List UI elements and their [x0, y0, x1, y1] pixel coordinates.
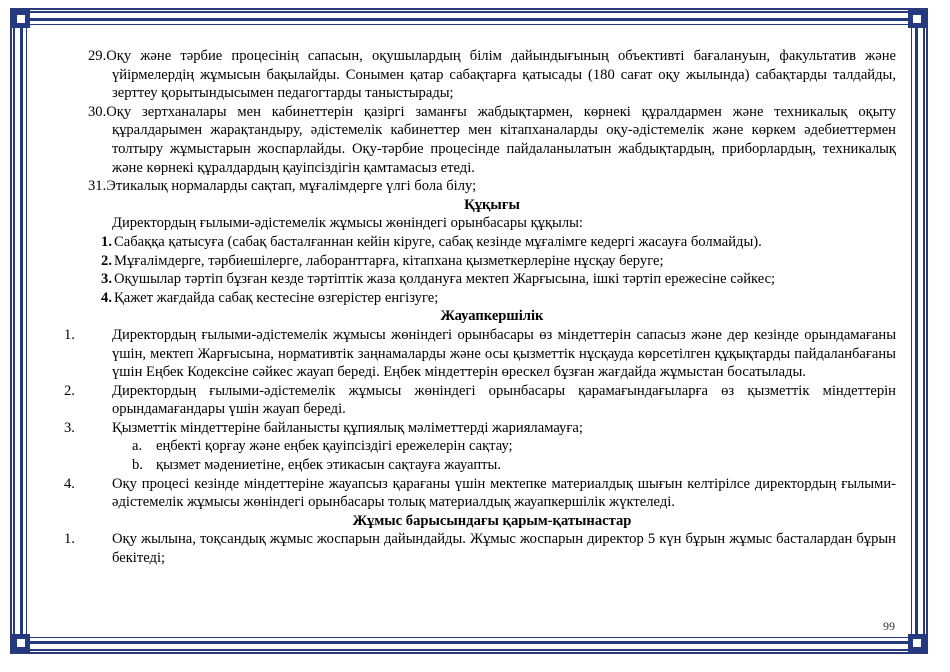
item-text: Қажет жағдайда сабақ кестесіне өзгерістер енгізуге;: [114, 289, 439, 306]
rights-item-4: [88, 289, 896, 308]
item-text: Қызметтік міндеттеріне байланысты құпиялық мәліметтерді жарияламауға;: [112, 419, 583, 436]
responsibility-item-2: [64, 382, 896, 419]
responsibility-item-1: [64, 326, 896, 382]
item-number: 1.: [64, 531, 75, 548]
item-number: 3.: [64, 419, 75, 436]
item-number: 2.: [101, 252, 112, 269]
item-text: Этикалық нормаларды сақтап, мұғалімдерге үлгі бола білу;: [106, 178, 477, 195]
list-item-31: [88, 177, 896, 196]
relations-heading: Жұмыс барысындағы қарым-қатынастар: [352, 512, 632, 529]
responsibility-item-4: [64, 475, 896, 512]
item-text: Мұғалімдерге, тәрбиешілерге, лаборанттарға, кітапхана қызметкерлеріне нұсқау беруге;: [114, 252, 664, 269]
item-number: 1.: [64, 326, 75, 343]
rights-intro: Директордың ғылыми-әдістемелік жұмысы жөніндегі орынбасары құқылы:: [112, 215, 583, 232]
responsibility-subitem-a: [88, 437, 896, 456]
item-number: 29.: [88, 48, 107, 64]
rights-item-1: [88, 233, 896, 252]
rights-heading: Құқығы: [464, 196, 520, 213]
corner-ornament-top-left: [12, 10, 30, 28]
item-number: 2.: [64, 382, 75, 399]
item-number: a.: [132, 438, 143, 455]
item-text: Директордың ғылыми-әдістемелік жұмысы жөніндегі орынбасары өз міндеттерін сапасыз және дер кезінде орындамағаны үшін, мектеп Жарғысына, нормативтік заңнамаларды және осы қызметтік нұсқауда көрсетілген құқықтарды пайдаланбағаны үшін Еңбек Кодексіне сәйкес жауап береді. Еңбек міндеттерін өрескел бұзған жағдайда жұмыстан босатылады.: [112, 326, 896, 381]
list-item-29: [88, 47, 896, 103]
item-text: еңбекті қорғау және еңбек қауіпсіздігі ережелерін сақтау;: [156, 438, 513, 455]
list-item-30: [88, 103, 896, 177]
item-number: b.: [132, 457, 143, 474]
responsibility-subitem-b: [88, 456, 896, 475]
item-text: Оқушылар тәртіп бұзған кезде тәртіптік жаза қолдануға мектеп Жарғысына, ішкі тәртіп ережесіне сәйкес;: [114, 271, 776, 288]
corner-ornament-top-right: [908, 10, 926, 28]
item-number: 31.: [88, 178, 107, 195]
item-text: Сабаққа қатысуға (сабақ басталғаннан кейін кіруге, сабақ кезінде мұғалімге кедергі жасауға болмайды).: [114, 233, 762, 250]
relations-item-1: [64, 530, 896, 567]
corner-ornament-bottom-left: [12, 634, 30, 652]
item-number: 3.: [101, 271, 112, 288]
item-number: 4.: [64, 475, 75, 492]
document-body: [64, 47, 896, 568]
item-text: Оқу зертханалары мен кабинеттерін қазіргі заманғы жабдықтармен, көрнекі құралдармен және техникалық оқыту құралдарымен жарақтандыру, әдістемелік кабинеттер мен кітапханаларды оқу-әдістемелік және көркем әдебиеттермен толтыру жұмыстарын жоспарлайды. Оқу-тәрбие процесінде пайдаланылатын жабдықтардың, приборлардың, техникалық және көрнекі құралдардың қауіпсіздігін қамтамасыз етеді.: [106, 103, 896, 176]
responsibility-item-3: [64, 419, 896, 438]
rights-item-3: [88, 270, 896, 289]
item-text: Оқу және тәрбие процесінің сапасын, оқушылардың білім дайындығының объективті бағалануын, факультатив және үйірмелердің жұмысын бақылайды. Сонымен қатар сабақтарға қатысады (180 сағат оқу жылында) сабақтарды талдайды, зерттеу қорытындысымен педагогтарды таныстырады;: [106, 48, 896, 102]
item-number: 4.: [101, 289, 112, 306]
corner-ornament-bottom-right: [908, 634, 926, 652]
page-number: 99: [883, 619, 895, 633]
item-text: Оқу процесі кезінде міндеттеріне жауапсыз қарағаны үшін мектепке материалдық шығын келтірілсе директордың ғылыми-әдістемелік жұмысы жөніндегі орынбасары толық материалдық жауапкершілік жүктеледі.: [112, 475, 896, 511]
rights-item-2: [88, 252, 896, 271]
item-number: 1.: [101, 233, 112, 250]
item-text: қызмет мәдениетіне, еңбек этикасын сақтауға жауапты.: [156, 457, 501, 474]
item-number: 30.: [88, 103, 107, 120]
item-text: Оқу жылына, тоқсандық жұмыс жоспарын дайындайды. Жұмыс жоспарын директор 5 күн бұрын жұмыс басталардан бұрын бекітеді;: [112, 531, 896, 567]
responsibility-heading: Жауапкершілік: [440, 308, 544, 325]
item-text: Директордың ғылыми-әдістемелік жұмысы жөніндегі орынбасары қарамағындағыларға өз қызметтік міндеттерін орындамағандары үшін жауап береді.: [112, 382, 896, 418]
